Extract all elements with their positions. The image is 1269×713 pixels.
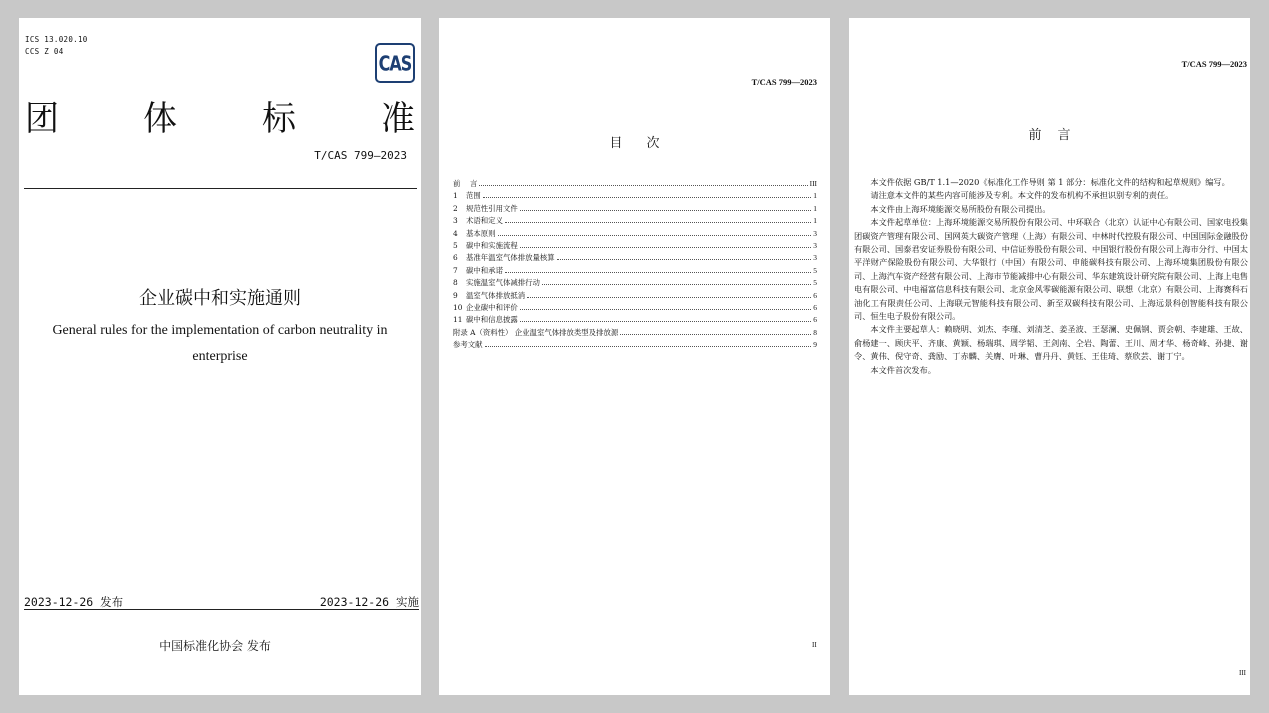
title-english: General rules for the implementation of carbon neutrality in enterprise <box>52 323 388 364</box>
toc-entry[interactable]: 3 术语和定义 1 <box>453 216 817 226</box>
toc-page <box>439 18 830 695</box>
foreword-page <box>849 18 1250 695</box>
top-divider <box>24 188 417 189</box>
page-header: T/CAS 799—2023 <box>1181 59 1247 69</box>
foreword-title: 前言 <box>1028 128 1087 143</box>
cover-char-2: 体 <box>143 99 177 139</box>
ics-code: ICS 13.020.10 <box>25 35 88 44</box>
foreword-paragraph: 本文件首次发布。 <box>870 364 936 375</box>
toc-entry[interactable]: 6 基准年温室气体排放量核算 3 <box>453 253 817 263</box>
page-number: II <box>812 641 817 649</box>
cover-char-1: 团 <box>25 99 59 139</box>
toc-entry[interactable]: 9 温室气体排放抵消 6 <box>453 290 817 300</box>
toc-entry[interactable]: 7 碳中和承诺 5 <box>453 265 817 275</box>
toc-entry[interactable]: 10 企业碳中和评价 6 <box>453 302 817 312</box>
toc-entry[interactable]: 11 碳中和信息披露 6 <box>453 315 817 325</box>
toc-entry[interactable]: 附录 A （资料性） 企业温室气体排放类型及排放源 8 <box>453 327 817 337</box>
standard-number: T/CAS 799—2023 <box>314 149 407 162</box>
page-header: T/CAS 799—2023 <box>751 77 817 87</box>
toc-entry[interactable]: 8 实施温室气体减排行动 5 <box>453 278 817 288</box>
cover-char-3: 标 <box>262 99 296 139</box>
toc-entry[interactable]: 参考文献 9 <box>453 340 817 350</box>
toc-entry[interactable]: 4 基本原则 3 <box>453 228 817 238</box>
issue-date: 2023-12-26 发布 <box>24 595 124 609</box>
toc-title: 目次 <box>609 136 684 151</box>
toc-entry[interactable]: 5 碳中和实施流程 3 <box>453 240 817 250</box>
bottom-divider <box>24 609 419 610</box>
foreword-paragraph: 本文件起草单位：上海环境能源交易所股份有限公司、中环联合（北京）认证中心有限公司、国家电投集团碳资产管理有限公司、国网英大碳资产管理（上海）有限公司、中林时代控股有限公司、中国国际金融股份有限公司、国泰君安证券股份有限公司、中信证券股份有限公司、中国银行股份有限公司上海市分行、中国太平洋财产保险股份有限公司、大华银行（中国）有限公司、申能碳科技有限公司、上海环境集团股份有限公司、上海汽车资产经营有限公司、上海市节能减排中心有限公司、华东建筑设计研究院有限公司、上海上电售电有限公司、中电福富信息科技有限公司、北京金风零碳能源有限公司、联想（北京）有限公司、上海赛科石油化工有限责任公司、上海联元智能科技有限公司、新至双碳科技有限公司、上海远景科创智能科技有限公司、恒生电子股份有限公司。 <box>854 217 1248 322</box>
foreword-paragraph: 本文件由上海环境能源交易所股份有限公司提出。 <box>870 203 1051 214</box>
foreword-body <box>854 176 1248 377</box>
ccs-code: CCS Z 04 <box>25 47 64 56</box>
toc-entry[interactable]: 1 范围 1 <box>453 191 817 201</box>
page-number: III <box>1239 669 1246 677</box>
title-chinese: 企业碳中和实施通则 <box>139 288 301 309</box>
cas-logo: CAS <box>375 43 415 83</box>
toc-entry[interactable]: 2 规范性引用文件 1 <box>453 203 817 213</box>
publisher: 中国标准化协会 发布 <box>159 639 271 653</box>
implementation-date: 2023-12-26 实施 <box>319 595 419 609</box>
toc-entry[interactable]: 前 言 III <box>453 179 817 188</box>
foreword-paragraph: 本文件主要起草人：赖晓明、刘杰、李瑾、刘清芝、姜圣波、王瑟澜、史佩钢、贾会朝、李建雄、王故、俞杨建一、顾庆平、齐康、黄颖、杨瑞琪、周学韬、王剑南、仝岩、陶蕾、王川、周才华、杨奇峰、孙捷、谢令、黄伟、倪守奇、龚励、丁赤麟、关膺、叶琳、曹丹丹、黄钰、王佳琦、蔡欣芸、谢丁宁。 <box>854 324 1248 362</box>
toc-list <box>453 178 817 351</box>
cover-page <box>19 18 421 695</box>
cover-char-4: 准 <box>381 99 415 139</box>
foreword-paragraph: 请注意本文件的某些内容可能涉及专利。本文件的发布机构不承担识别专利的责任。 <box>870 190 1174 201</box>
foreword-paragraph: 本文件依据 GB/T 1.1—2020《标准化工作导则 第 1 部分：标准化文件的结构和起草规则》编写。 <box>870 177 1230 187</box>
